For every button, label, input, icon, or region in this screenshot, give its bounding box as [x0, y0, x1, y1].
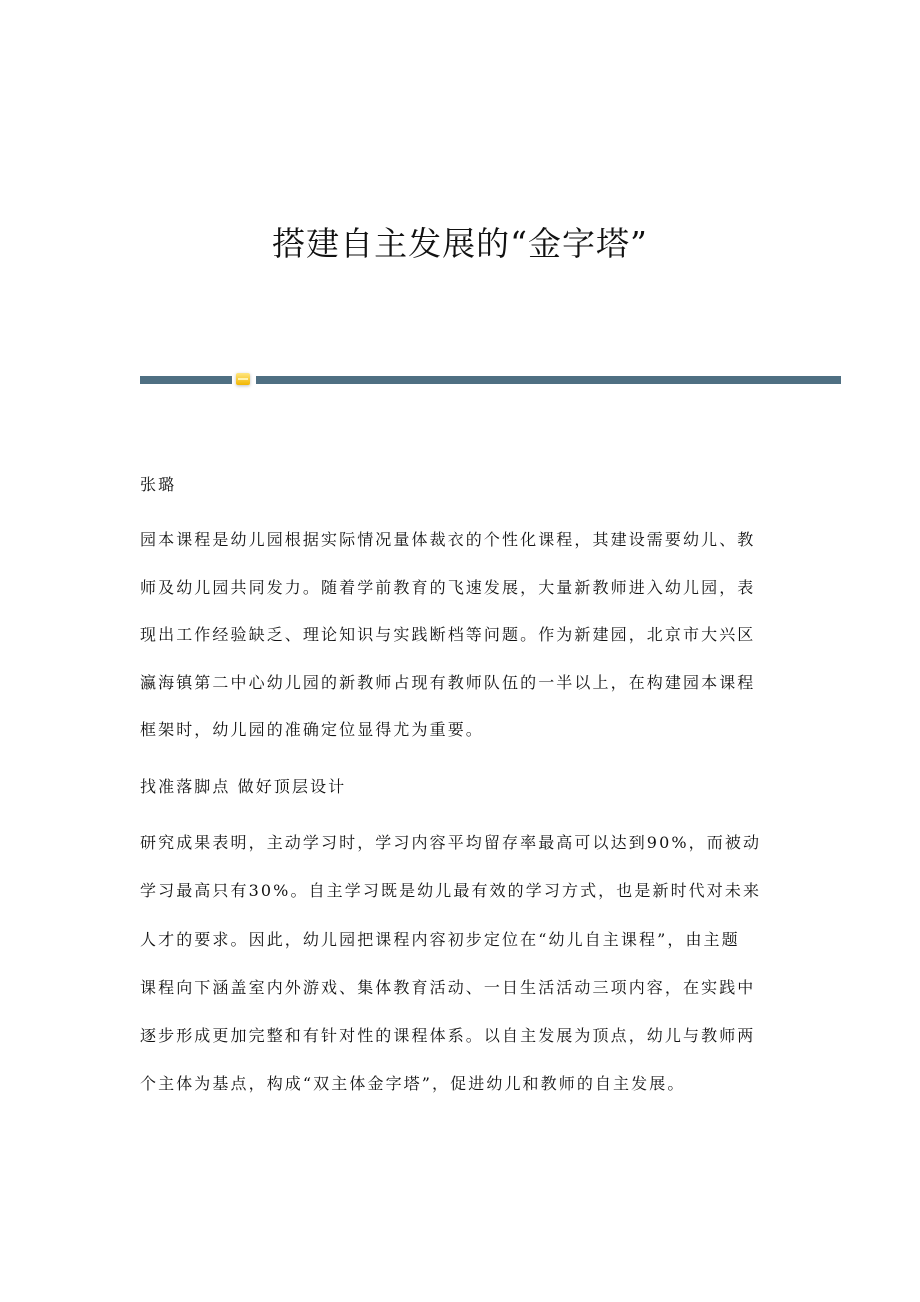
- paragraph-line: 研究成果表明，主动学习时，学习内容平均留存率最高可以达到90%，而被动: [140, 833, 762, 852]
- paragraph-line: 框架时，幼儿园的准确定位显得尤为重要。: [140, 720, 484, 739]
- divider-left: [140, 376, 232, 384]
- paragraph-line: 园本课程是幼儿园根据实际情况量体裁衣的个性化课程，其建设需要幼儿、教: [140, 530, 756, 549]
- paragraph-line: 师及幼儿园共同发力。随着学前教育的飞速发展，大量新教师进入幼儿园，表: [140, 578, 756, 597]
- paragraph-line: 逐步形成更加完整和有针对性的课程体系。以自主发展为顶点，幼儿与教师两: [140, 1026, 756, 1045]
- paragraph-line: 瀛海镇第二中心幼儿园的新教师占现有教师队伍的一半以上，在构建园本课程: [140, 673, 756, 692]
- divider-right: [256, 376, 841, 384]
- document-title: 搭建自主发展的“金字塔”: [272, 224, 648, 263]
- paragraph-line: 个主体为基点，构成“双主体金字塔”，促进幼儿和教师的自主发展。: [140, 1074, 686, 1093]
- paragraph-line: 人才的要求。因此，幼儿园把课程内容初步定位在“幼儿自主课程”，由主题: [140, 930, 740, 949]
- paragraph-line: 课程向下涵盖室内外游戏、集体教育活动、一日生活活动三项内容，在实践中: [140, 978, 756, 997]
- section-heading: 找准落脚点 做好顶层设计: [140, 777, 347, 796]
- paragraph-line: 学习最高只有30%。自主学习既是幼儿最有效的学习方式，也是新时代对未来: [140, 881, 762, 900]
- author: 张璐: [140, 475, 177, 494]
- paragraph-line: 现出工作经验缺乏、理论知识与实践断档等问题。作为新建园，北京市大兴区: [140, 625, 756, 644]
- divider-ornament-icon: [236, 373, 250, 385]
